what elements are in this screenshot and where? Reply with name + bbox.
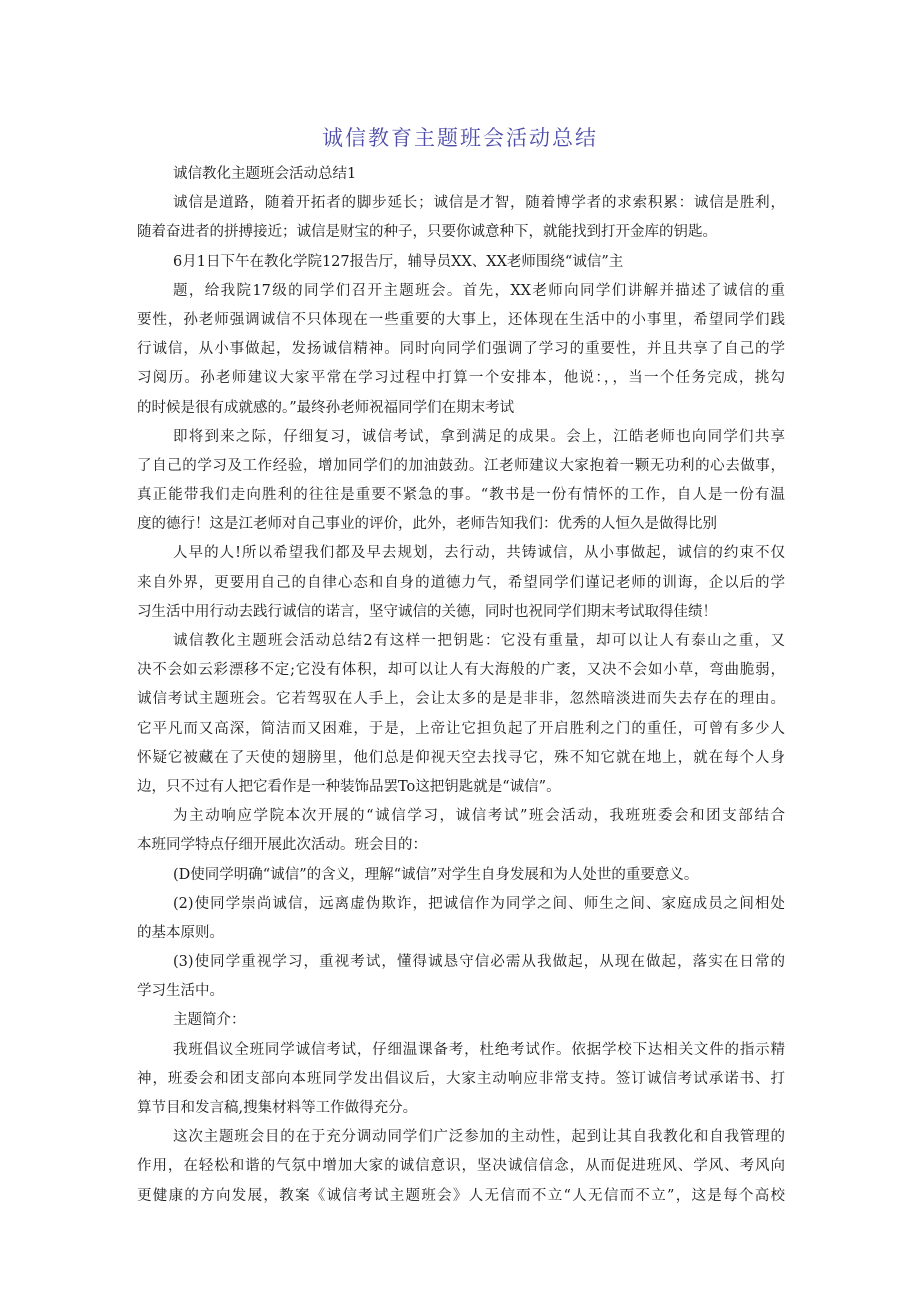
body-text-line: 为主动响应学院本次开展的“诚信学习，诚信考试”班会活动，我班班委会和团支部结合 <box>173 808 785 825</box>
body-text-line: 的时候是很有成就感的。”最终孙老师祝福同学们在期末考试 <box>137 399 515 416</box>
body-text-line: 更健康的方向发展，教案《诚信考试主题班会》人无信而不立“人无信而不立”，这是每个高校 <box>137 1187 785 1204</box>
body-text-line: (2)使同学崇尚诚信，远离虚伪欺诈，把诚信作为同学之间、师生之间、家庭成员之间相处 <box>173 895 785 912</box>
document-body <box>137 160 785 1211</box>
body-text-line: 要性，孙老师强调诚信不只体现在一些重要的大事上，还体现在生活中的小事里，希望同学们践 <box>137 311 785 328</box>
body-text-line: 诚信考试主题班会。它若驾驭在人手上，会让太多的是是非非，忽然暗淡进而失去存在的理由。 <box>137 691 785 708</box>
body-text-line: 度的德行！这是江老师对自己事业的评价，此外，老师告知我们：优秀的人恒久是做得比别 <box>137 516 717 533</box>
body-text-line: 习阅历。孙老师建议大家平常在学习过程中打算一个安排本，他说：，，当一个任务完成，挑勾 <box>137 370 785 387</box>
document-title: 诚信教育主题班会活动总结 <box>322 126 598 150</box>
body-text-line: 真正能带我们走向胜利的往往是重要不紧急的事。“教书是一份有情怀的工作，自人是一份有温 <box>137 487 785 504</box>
body-text-line: 了自己的学习及工作经验，增加同学们的加油鼓劲。江老师建议大家抱着一颗无功利的心去做事， <box>137 457 785 474</box>
body-text-line: (D使同学明确“诚信”的含义，理解“诚信”对学生自身发展和为人处世的重要意义。 <box>173 866 699 883</box>
body-text-line: 诚信是道路，随着开拓者的脚步延长；诚信是才智，随着博学者的求索积累：诚信是胜利， <box>173 195 785 212</box>
body-text-line: 边，只不过有人把它看作是一种装饰品罢To这把钥匙就是“诚信”。 <box>137 778 561 795</box>
body-text-line: 算节目和发言稿,搜集材料等工作做得充分。 <box>137 1100 418 1116</box>
body-text-line: 的基本原则。 <box>137 924 224 941</box>
body-text-line: 它平凡而又高深，简洁而又困难，于是，上帝让它担负起了开启胜利之门的重任，可曾有多少人 <box>137 720 785 737</box>
body-text-line: 诚信教化主题班会活动总结1 <box>173 166 357 182</box>
body-text-line: 这次主题班会目的在于充分调动同学们广泛参加的主动性，起到让其自我教化和自我管理的 <box>173 1129 785 1146</box>
body-text-line: 即将到来之际，仔细复习，诚信考试，拿到满足的成果。会上，江皓老师也向同学们共享 <box>173 428 785 445</box>
body-text-line: 作用，在轻松和谐的气氛中增加大家的诚信意识，坚决诚信信念，从而促进班风、学风、考风向 <box>137 1158 785 1175</box>
body-text-line: 神，班委会和团支部向本班同学发出倡议后，大家主动响应非常支持。签订诚信考试承诺书、打 <box>137 1070 785 1087</box>
body-text-line: 人早的人!所以希望我们都及早去规划，去行动，共铸诚信，从小事做起，诚信的约束不仅 <box>173 545 785 562</box>
body-text-line: 随着奋进者的拼搏接近；诚信是财宝的种子，只要你诚意种下，就能找到打开金库的钥匙。 <box>137 224 717 241</box>
body-text-line: 怀疑它被藏在了天使的翅膀里，他们总是仰视天空去找寻它，殊不知它就在地上，就在每个人身 <box>137 749 785 766</box>
body-text-line: 决不会如云彩漂移不定;它没有体积，却可以让人有大海般的广袤，又决不会如小草，弯曲脆弱， <box>137 662 785 679</box>
body-text-line: 行诚信，从小事做起，发扬诚信精神。同时向同学们强调了学习的重要性，并且共享了自己的学 <box>137 341 785 358</box>
body-text-line: 题，给我院17级的同学们召开主题班会。首先，XX老师向同学们讲解并描述了诚信的重 <box>173 282 785 299</box>
body-text-line: 主题简介： <box>173 1012 246 1029</box>
body-text-line: 习生活中用行动去践行诚信的诺言，坚守诚信的关德，同时也祝同学们期末考试取得佳绩！ <box>137 603 717 620</box>
body-text-line: 6月1日下午在教化学院127报告厅，辅导员XX、XX老师围绕“诚信”主 <box>173 253 624 270</box>
body-text-line: 诚信教化主题班会活动总结2有这样一把钥匙：它没有重量，却可以让人有泰山之重，又 <box>173 633 785 649</box>
body-text-line: (3)使同学重视学习，重视考试，懂得诚恳守信必需从我做起，从现在做起，落实在日常的 <box>173 954 785 971</box>
body-text-line: 本班同学特点仔细开展此次活动。班会目的： <box>137 837 427 854</box>
body-text-line: 学习生活中。 <box>137 983 224 1000</box>
body-text-line: 来自外界，更要用自己的自律心态和自身的道德力气，希望同学们谨记老师的训诲，企以后的学 <box>137 574 785 591</box>
body-text-line: 我班倡议全班同学诚信考试，仔细温课备考，杜绝考试作。依据学校下达相关文件的指示精 <box>173 1041 785 1058</box>
